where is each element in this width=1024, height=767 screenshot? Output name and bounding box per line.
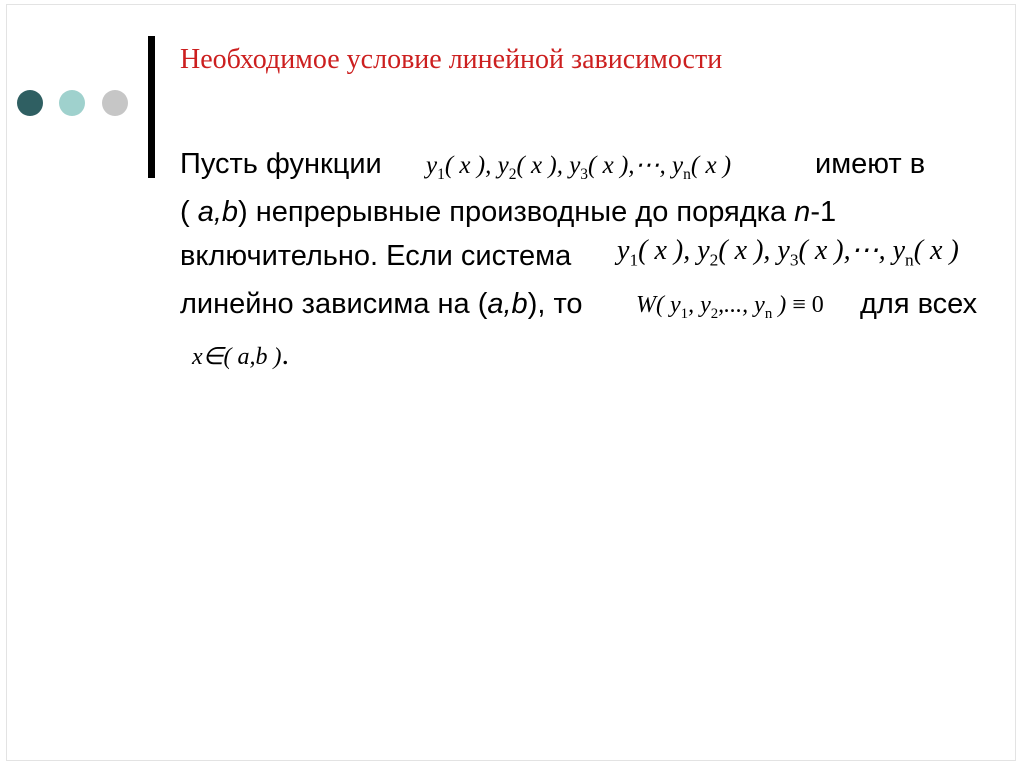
line2 bbox=[180, 196, 836, 229]
domain-formula bbox=[192, 338, 289, 372]
functions-formula-1: $y_1$( x ), $y_2$( x ), $y_3$( x ),⋯, $y_n$( x ) bbox=[426, 152, 732, 183]
line4-b: ), то bbox=[527, 288, 583, 320]
domain-text: x∈( a,b ) bbox=[192, 344, 282, 370]
line2-a: ( bbox=[180, 196, 198, 228]
slide-title: Необходимое условие линейной зависимости bbox=[180, 44, 723, 75]
line2-b: ) непрерывные производные до порядка bbox=[238, 196, 795, 228]
final-period: . bbox=[281, 338, 290, 371]
line2-c: -1 bbox=[810, 196, 837, 228]
dot-light-icon bbox=[59, 90, 85, 116]
slide-frame bbox=[6, 4, 1016, 761]
wronskian-formula: W( $y_1$, $y_2$,..., $y_n$ ) ≡ 0 bbox=[636, 292, 824, 322]
line1-prefix: Пусть функции bbox=[180, 148, 382, 180]
interval-ab: a,b bbox=[197, 196, 239, 228]
interval-ab-2: a,b bbox=[487, 288, 528, 320]
dot-dark-icon bbox=[17, 90, 43, 116]
line1-suffix: имеют в bbox=[815, 148, 926, 180]
line4-suffix: для всех bbox=[860, 288, 978, 320]
line3-text: включительно. Если система bbox=[180, 240, 572, 272]
line4 bbox=[180, 288, 583, 321]
order-n: n bbox=[794, 196, 811, 228]
dot-gray-icon bbox=[102, 90, 128, 116]
line4-a: линейно зависима на ( bbox=[180, 288, 488, 320]
vertical-divider bbox=[148, 36, 155, 178]
functions-formula-2: $y_1$( x ), $y_2$( x ), $y_3$( x ),⋯, $y_n$( x ) bbox=[617, 235, 959, 270]
